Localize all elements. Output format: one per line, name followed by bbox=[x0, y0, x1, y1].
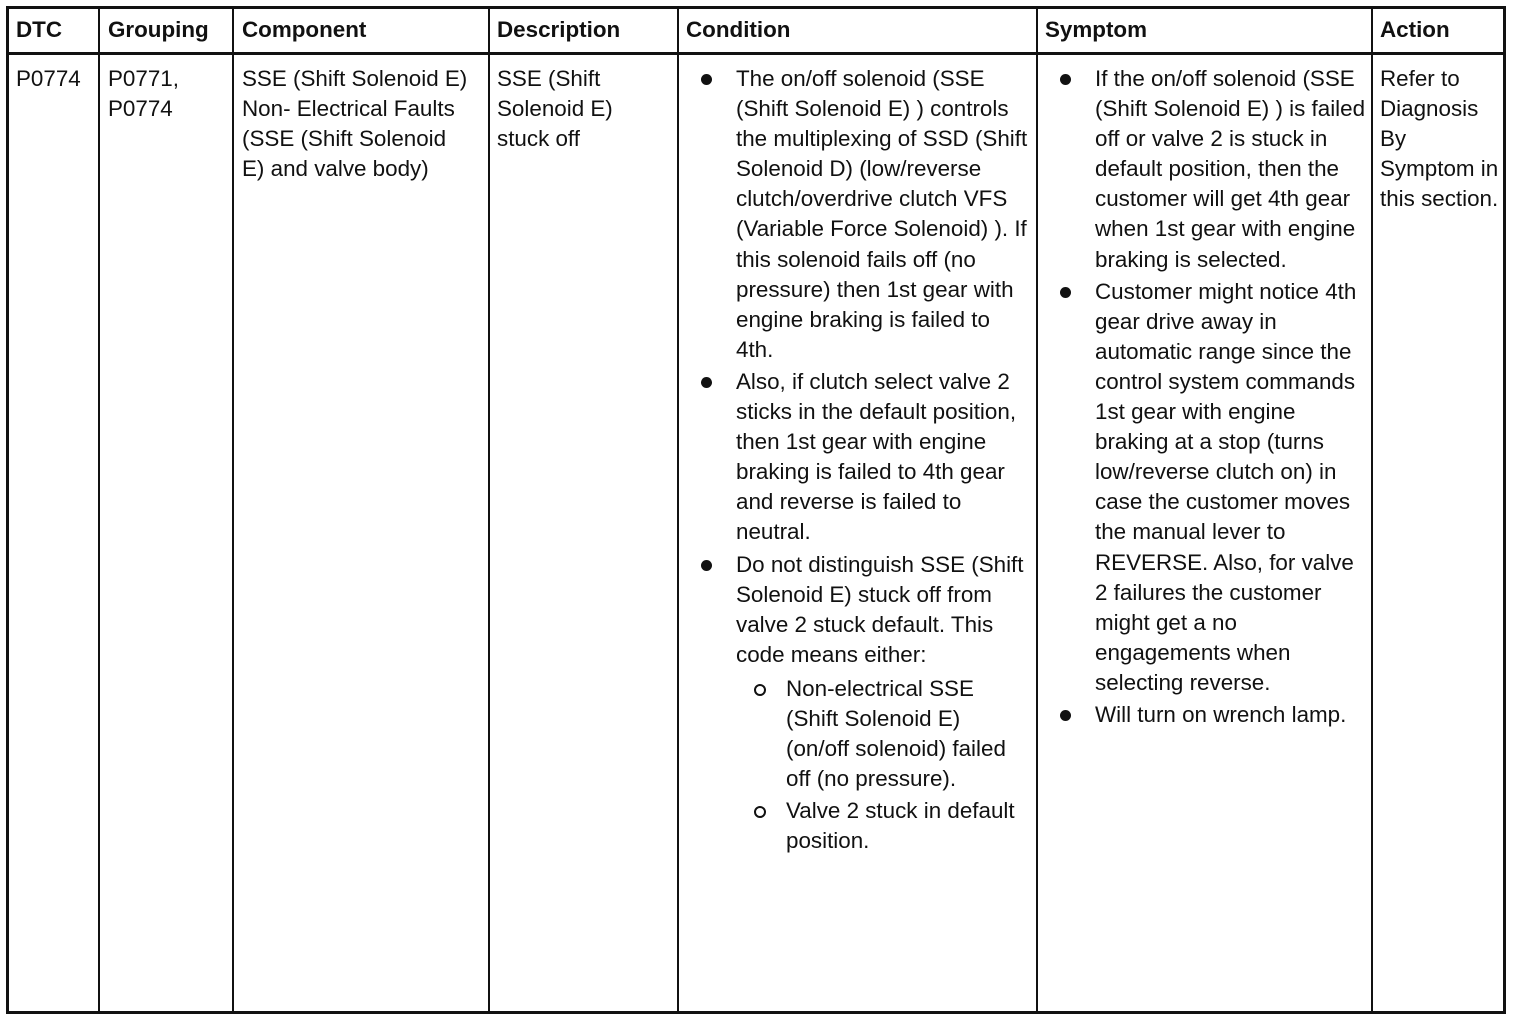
symptom-bullet-list bbox=[1057, 64, 1367, 730]
cell-dtc: P0774 bbox=[16, 66, 81, 91]
symptom-bullet-text: Customer might notice 4th gear drive away in automatic range since the control system commands 1st gear with engine braking at a stop (turns low/reverse clutch on) in case the customer moves the manual lever to REVERSE. Also, for valve 2 failures the customer might get a no engagements when selecting reverse. bbox=[1095, 278, 1357, 695]
condition-sub-bullet-text: Non-electrical SSE (Shift Solenoid E) (on/off solenoid) failed off (no pressure). bbox=[786, 675, 1006, 792]
list-item bbox=[698, 367, 1028, 548]
symptom-bullet-text: If the on/off solenoid (SSE (Shift Solenoid E) ) is failed off or valve 2 is stuck in default position, then the customer will get 4th gear when 1st gear with engine braking is selected. bbox=[1095, 66, 1366, 272]
condition-bullet-text: The on/off solenoid (SSE (Shift Solenoid E) ) controls the multiplexing of SSD (Shift Solenoid D) (low/reverse clutch/overdrive clutch VFS (Variable Force Solenoid) ). If this solenoid fails off (no pressure) then 1st gear with engine braking is failed to 4th. bbox=[736, 66, 1028, 362]
cell-component: SSE (Shift Solenoid E) Non- Electrical Faults (SSE (Shift Solenoid E) and valve body) bbox=[242, 66, 468, 182]
column-divider bbox=[1371, 6, 1373, 1014]
header-component: Component bbox=[242, 17, 367, 42]
cell-grouping: P0771, P0774 bbox=[108, 66, 179, 122]
cell-description: SSE (Shift Solenoid E) stuck off bbox=[497, 66, 613, 152]
header-symptom: Symptom bbox=[1045, 17, 1148, 42]
header-grouping: Grouping bbox=[108, 17, 209, 42]
column-divider bbox=[488, 6, 490, 1014]
header-description: Description bbox=[497, 17, 621, 42]
condition-bullet-text: Do not distinguish SSE (Shift Solenoid E) stuck off from valve 2 stuck default. This code means either: bbox=[736, 551, 1024, 667]
cell-action: Refer to Diagnosis By Symptom in this section. bbox=[1380, 66, 1499, 212]
condition-bullet-text: Also, if clutch select valve 2 sticks in the default position, then 1st gear with engine braking is failed to 4th gear and reverse is failed to neutral. bbox=[736, 368, 1017, 545]
cell-symptom bbox=[1057, 64, 1367, 732]
column-divider bbox=[232, 6, 234, 1014]
list-item bbox=[1057, 64, 1367, 275]
column-divider bbox=[677, 6, 679, 1014]
list-item bbox=[698, 550, 1028, 857]
symptom-bullet-text: Will turn on wrench lamp. bbox=[1095, 701, 1347, 727]
list-item bbox=[1057, 277, 1367, 698]
header-condition: Condition bbox=[686, 17, 791, 42]
header-action: Action bbox=[1380, 17, 1450, 42]
header-dtc: DTC bbox=[16, 17, 63, 42]
list-item bbox=[736, 796, 1028, 856]
list-item bbox=[698, 64, 1028, 365]
column-divider bbox=[98, 6, 100, 1014]
cell-condition bbox=[698, 64, 1028, 858]
list-item bbox=[736, 674, 1028, 794]
header-divider bbox=[6, 52, 1506, 55]
condition-sub-bullet-list bbox=[736, 674, 1028, 857]
list-item bbox=[1057, 700, 1367, 730]
column-divider bbox=[1036, 6, 1038, 1014]
condition-bullet-list bbox=[698, 64, 1028, 856]
condition-sub-bullet-text: Valve 2 stuck in default position. bbox=[786, 798, 1015, 854]
